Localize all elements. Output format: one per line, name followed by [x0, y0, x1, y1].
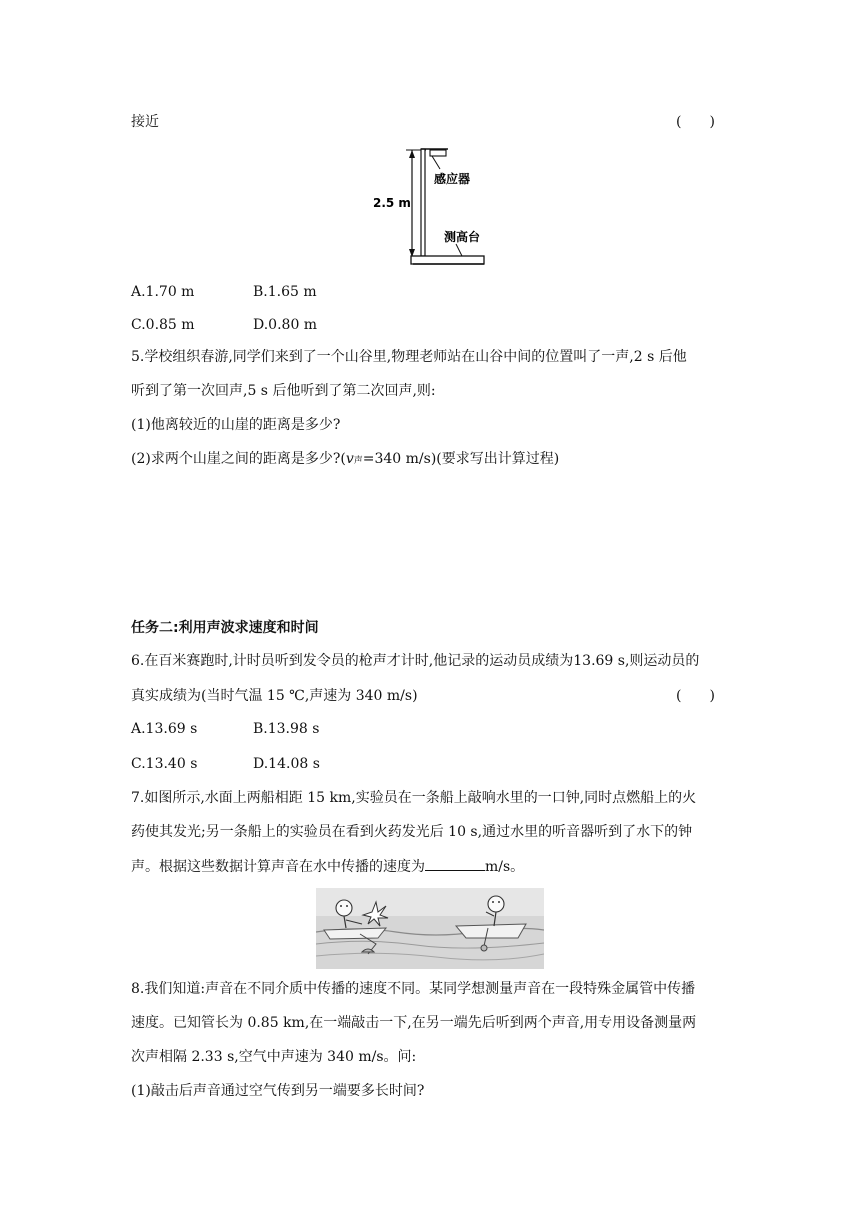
q5-velocity-subscript: 声: [353, 456, 363, 466]
q7-line-2: 药使其发光;另一条船上的实验员在看到火药发光后 10 s,通过水里的听音器听到了水下的钟: [131, 824, 693, 840]
q4-option-a[interactable]: A.1.70 m: [131, 284, 195, 300]
q8-line-3: 次声相隔 2.33 s,空气中声速为 340 m/s。问:: [131, 1049, 417, 1065]
q5-sub-question-1: (1)他离较近的山崖的距离是多少?: [131, 417, 341, 433]
sensor-label: 感应器: [434, 172, 471, 186]
q6-option-d[interactable]: D.14.08 s: [253, 756, 320, 772]
q4-option-b[interactable]: B.1.65 m: [253, 284, 317, 300]
height-measure-figure: [368, 143, 493, 269]
q7-line-3-pre: 声。根据这些数据计算声音在水中传播的速度为: [131, 859, 425, 875]
q7-line-3-post: m/s。: [485, 859, 525, 875]
boats-illustration: [316, 888, 544, 969]
task-2-heading: 任务二:利用声波求速度和时间: [131, 620, 319, 636]
q5-sub2-pre: (2)求两个山崖之间的距离是多少?(: [131, 451, 346, 467]
q7-line-3: [131, 856, 524, 877]
q6-line-2: 真实成绩为(当时气温 15 ℃,声速为 340 m/s): [131, 688, 418, 704]
q8-line-2: 速度。已知管长为 0.85 km,在一端敲击一下,在另一端先后听到两个声音,用专用设备测量两: [131, 1015, 697, 1031]
q7-line-1: 7.如图所示,水面上两船相距 15 km,实验员在一条船上敲响水里的一口钟,同时点燃船上的火: [131, 790, 697, 806]
q7-answer-blank[interactable]: [425, 856, 485, 871]
q5-line-1: 5.学校组织春游,同学们来到了一个山谷里,物理老师站在山谷中间的位置叫了一声,2 s 后他: [131, 349, 687, 365]
q4-option-c[interactable]: C.0.85 m: [131, 317, 195, 333]
q6-option-b[interactable]: B.13.98 s: [253, 721, 320, 737]
q4-answer-paren: ( ): [676, 114, 715, 130]
q6-option-a[interactable]: A.13.69 s: [131, 721, 198, 737]
q5-velocity-symbol: v: [345, 451, 354, 467]
height-label: 2.5 m: [373, 196, 411, 210]
q5-sub-question-2: [131, 449, 559, 471]
q8-sub-question-1: (1)敲击后声音通过空气传到另一端要多长时间?: [131, 1083, 425, 1099]
platform-label: 测高台: [444, 230, 481, 244]
q6-option-c[interactable]: C.13.40 s: [131, 756, 198, 772]
q4-tail-text: 接近: [131, 114, 159, 130]
q8-line-1: 8.我们知道:声音在不同介质中传播的速度不同。某同学想测量声音在一段特殊金属管中传播: [131, 981, 696, 997]
q5-sub2-post: =340 m/s)(要求写出计算过程): [362, 451, 560, 467]
q6-line-1: 6.在百米赛跑时,计时员听到发令员的枪声才计时,他记录的运动员成绩为13.69 s,则运动员的: [131, 653, 700, 669]
q4-option-d[interactable]: D.0.80 m: [253, 317, 318, 333]
q6-answer-paren: ( ): [676, 688, 715, 704]
q5-line-2: 听到了第一次回声,5 s 后他听到了第二次回声,则:: [131, 383, 436, 399]
